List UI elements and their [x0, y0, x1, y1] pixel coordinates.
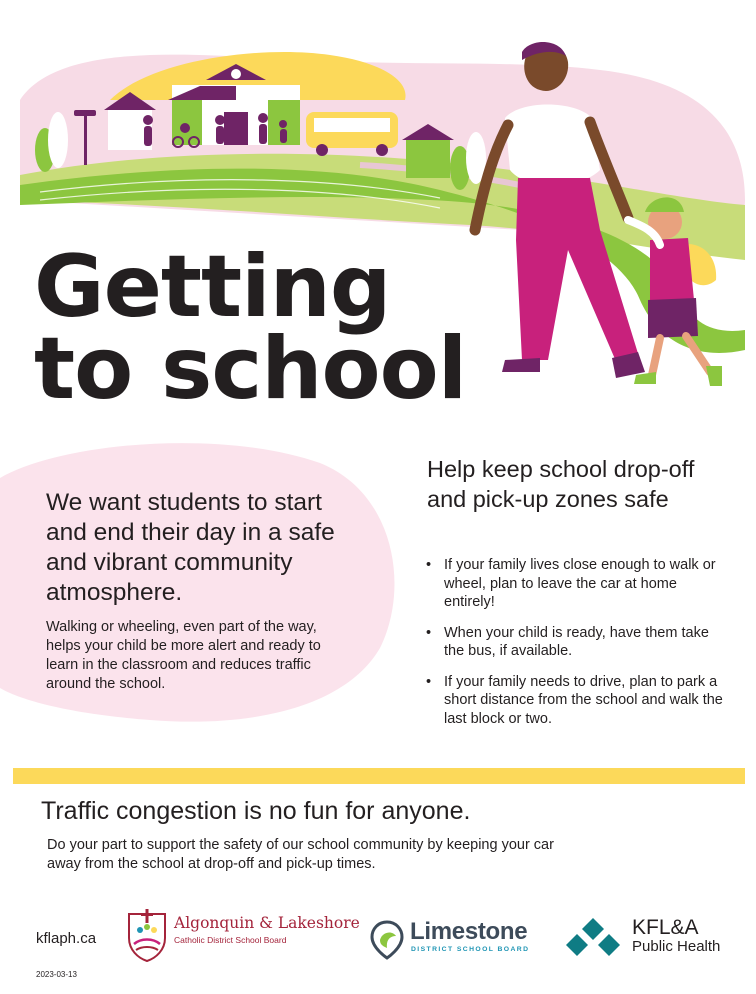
bullet-icon: • [426, 624, 432, 641]
website-link[interactable]: kflaph.ca [36, 930, 97, 947]
kfla-subtitle: Public Health [632, 938, 721, 955]
list-item: • If your family lives close enough to walk or wheel, plan to leave the car at home entirely! [426, 557, 716, 610]
list-item: • When your child is ready, have them take the bus, if available. [426, 624, 709, 659]
location-pin-icon [370, 920, 404, 960]
help-section-heading: Help keep school drop-off and pick-up zones safe [427, 456, 695, 512]
walker-icon [258, 113, 268, 123]
section-divider-bar [13, 768, 745, 784]
tips-list [426, 556, 726, 740]
diamond-logo-icon [562, 916, 624, 958]
house-icon [406, 138, 450, 178]
algonquin-subtitle: Catholic District School Board [174, 935, 287, 945]
intro-body-text: Walking or wheeling, even part of the way, helps your child be more alert and ready to learn in the classroom and reduces traffic around the school. [46, 619, 321, 692]
walker-icon [215, 115, 225, 125]
publication-date: 2023-03-13 [36, 970, 77, 979]
limestone-name: Limestone [410, 918, 528, 945]
limestone-subtitle: DISTRICT SCHOOL BOARD [411, 946, 530, 953]
crest-icon [126, 908, 168, 962]
page-title-line-1: Getting [34, 237, 391, 337]
clock-icon [231, 69, 241, 79]
lamp-post-icon [84, 115, 87, 165]
list-item: • If your family needs to drive, plan to park a short distance from the school and walk the last block or two. [426, 673, 723, 727]
intro-lead-text: We want students to start and end their day in a safe and vibrant community atmosphere. [46, 489, 335, 606]
traffic-heading: Traffic congestion is no fun for anyone. [41, 797, 471, 825]
page-title-line-2: to school [34, 319, 467, 419]
algonquin-lakeshore-logo [126, 908, 360, 962]
cyclist-icon [180, 123, 190, 133]
bullet-icon: • [426, 673, 432, 690]
tree-icon [48, 112, 68, 168]
bullet-icon: • [426, 557, 432, 573]
limestone-logo [370, 918, 540, 962]
algonquin-name: Algonquin & Lakeshore [174, 914, 360, 932]
kfla-name: KFL&A [632, 916, 699, 939]
walker-icon [143, 115, 153, 125]
walker-icon [279, 120, 287, 128]
kfla-public-health-logo [562, 916, 742, 960]
traffic-body-text: Do your part to support the safety of our school community by keeping your car away from the school at drop-off and pick-up times. [47, 837, 554, 872]
